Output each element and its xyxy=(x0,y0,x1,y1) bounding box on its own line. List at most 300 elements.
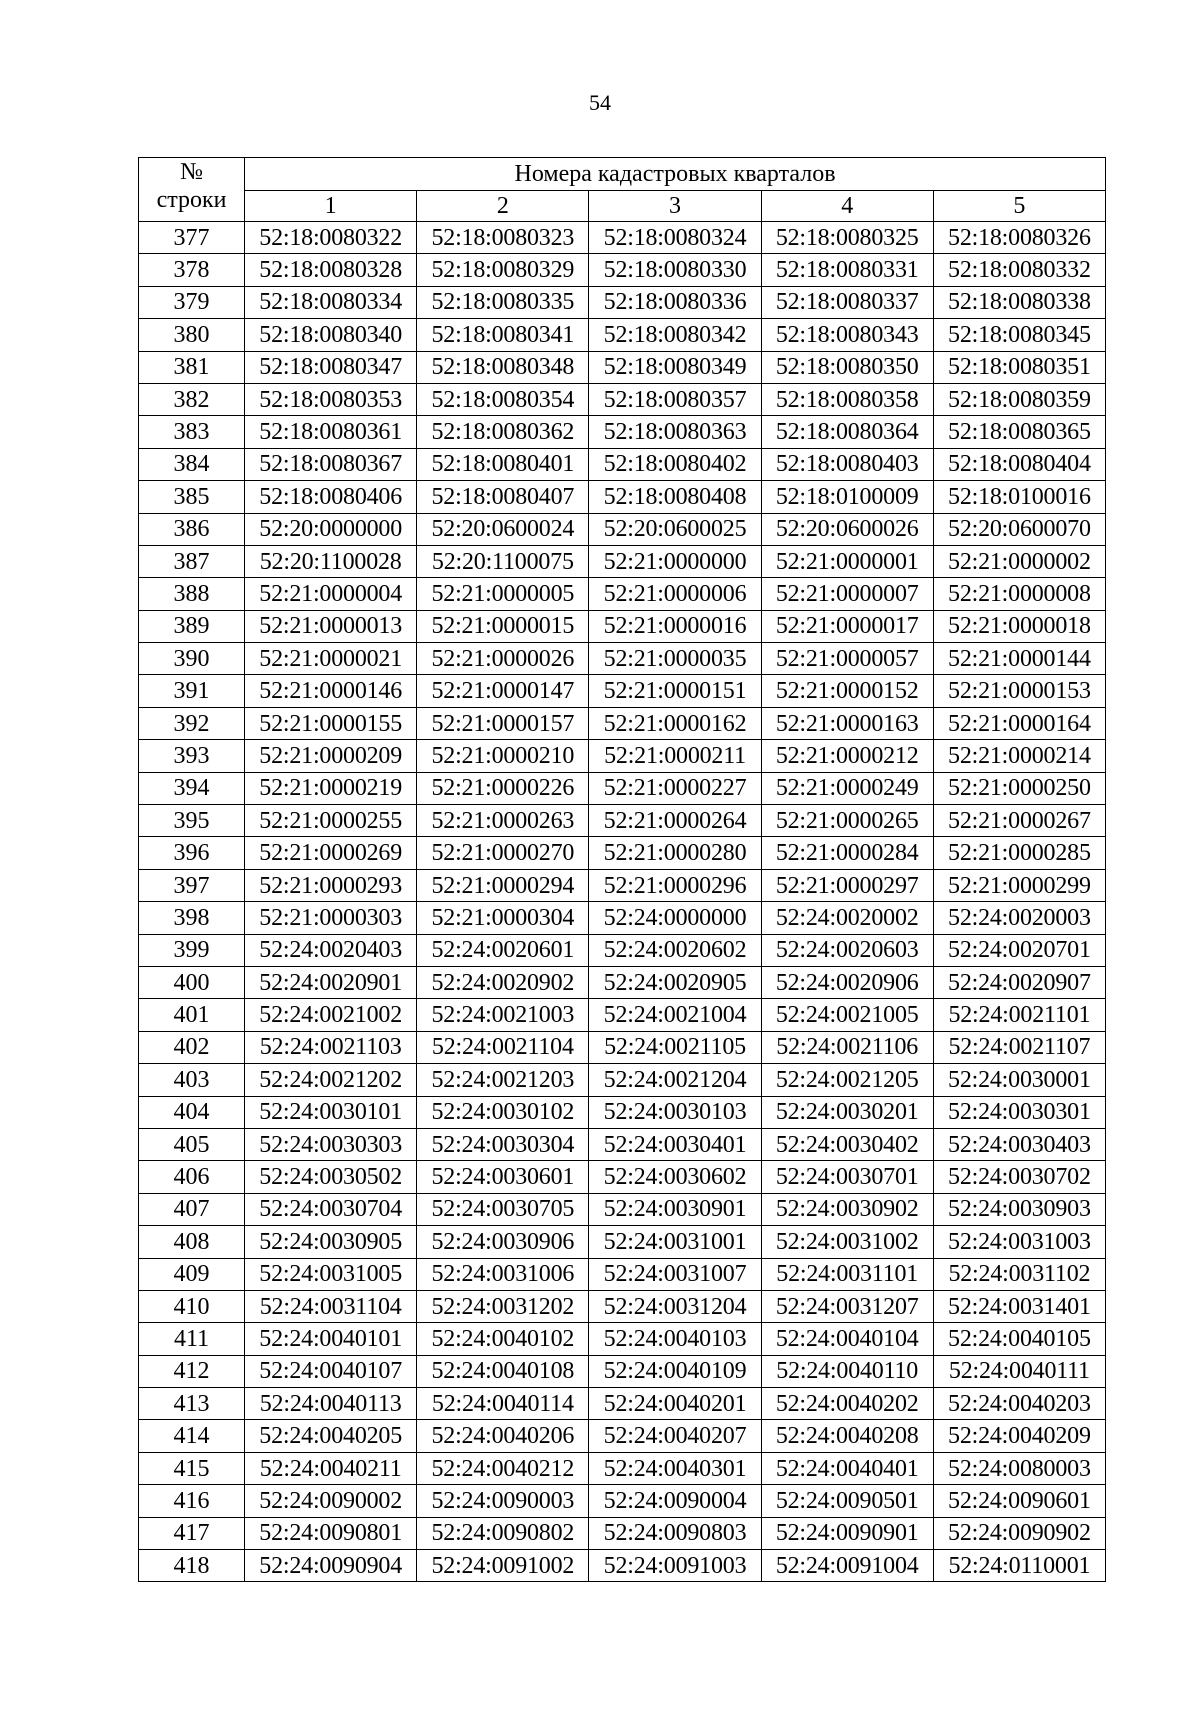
row-number-cell: 395 xyxy=(139,805,245,837)
cadastral-number-cell: 52:21:0000219 xyxy=(245,772,417,804)
table-row xyxy=(139,1388,1106,1420)
cadastral-number-cell: 52:21:0000006 xyxy=(589,578,761,610)
cadastral-number-cell: 52:21:0000015 xyxy=(417,610,589,642)
table-row xyxy=(139,222,1106,254)
cadastral-number-cell: 52:24:0031102 xyxy=(933,1258,1105,1290)
cadastral-number-cell: 52:20:0600070 xyxy=(933,513,1105,545)
cadastral-number-cell: 52:21:0000280 xyxy=(589,837,761,869)
row-number-cell: 402 xyxy=(139,1031,245,1063)
cadastral-number-cell: 52:18:0080343 xyxy=(761,319,933,351)
cadastral-number-cell: 52:24:0021005 xyxy=(761,999,933,1031)
cadastral-number-cell: 52:24:0021101 xyxy=(933,999,1105,1031)
row-number-cell: 383 xyxy=(139,416,245,448)
cadastral-number-cell: 52:18:0080357 xyxy=(589,383,761,415)
cadastral-number-cell: 52:24:0040105 xyxy=(933,1323,1105,1355)
cadastral-number-cell: 52:24:0090904 xyxy=(245,1550,417,1582)
cadastral-number-cell: 52:18:0080362 xyxy=(417,416,589,448)
table-row xyxy=(139,772,1106,804)
table-row xyxy=(139,1517,1106,1549)
cadastral-number-cell: 52:24:0040207 xyxy=(589,1420,761,1452)
cadastral-number-cell: 52:21:0000264 xyxy=(589,805,761,837)
cadastral-number-cell: 52:18:0080404 xyxy=(933,448,1105,480)
cadastral-number-cell: 52:24:0021107 xyxy=(933,1031,1105,1063)
cadastral-number-cell: 52:24:0031001 xyxy=(589,1226,761,1258)
row-number-cell: 408 xyxy=(139,1226,245,1258)
cadastral-number-cell: 52:21:0000000 xyxy=(589,545,761,577)
cadastral-number-cell: 52:24:0000000 xyxy=(589,902,761,934)
table-row xyxy=(139,1064,1106,1096)
row-number-cell: 411 xyxy=(139,1323,245,1355)
cadastral-number-cell: 52:24:0090902 xyxy=(933,1517,1105,1549)
cadastral-number-cell: 52:18:0080361 xyxy=(245,416,417,448)
cadastral-number-cell: 52:21:0000304 xyxy=(417,902,589,934)
cadastral-number-cell: 52:24:0040301 xyxy=(589,1452,761,1484)
row-number-header-symbol: № xyxy=(180,159,203,185)
column-header-3: 3 xyxy=(589,191,761,222)
cadastral-number-cell: 52:24:0031002 xyxy=(761,1226,933,1258)
cadastral-number-cell: 52:18:0080336 xyxy=(589,286,761,318)
row-number-cell: 400 xyxy=(139,966,245,998)
table-row xyxy=(139,578,1106,610)
cadastral-number-cell: 52:24:0040401 xyxy=(761,1452,933,1484)
cadastral-number-cell: 52:24:0030905 xyxy=(245,1226,417,1258)
cadastral-number-cell: 52:18:0080322 xyxy=(245,222,417,254)
cadastral-number-cell: 52:18:0080342 xyxy=(589,319,761,351)
row-number-cell: 418 xyxy=(139,1550,245,1582)
cadastral-number-cell: 52:18:0080407 xyxy=(417,481,589,513)
cadastral-number-cell: 52:24:0030902 xyxy=(761,1193,933,1225)
cadastral-number-cell: 52:24:0040208 xyxy=(761,1420,933,1452)
cadastral-number-cell: 52:18:0080326 xyxy=(933,222,1105,254)
table-row xyxy=(139,545,1106,577)
column-header-5: 5 xyxy=(933,191,1105,222)
cadastral-number-cell: 52:24:0020905 xyxy=(589,966,761,998)
cadastral-number-cell: 52:18:0080324 xyxy=(589,222,761,254)
cadastral-number-cell: 52:24:0030701 xyxy=(761,1161,933,1193)
cadastral-number-cell: 52:24:0030601 xyxy=(417,1161,589,1193)
row-number-cell: 391 xyxy=(139,675,245,707)
cadastral-number-cell: 52:24:0090501 xyxy=(761,1485,933,1517)
cadastral-number-cell: 52:18:0080365 xyxy=(933,416,1105,448)
table-row xyxy=(139,351,1106,383)
row-number-cell: 384 xyxy=(139,448,245,480)
cadastral-number-cell: 52:24:0020907 xyxy=(933,966,1105,998)
table-row xyxy=(139,675,1106,707)
cadastral-number-cell: 52:21:0000296 xyxy=(589,869,761,901)
row-number-cell: 386 xyxy=(139,513,245,545)
cadastral-number-cell: 52:18:0080348 xyxy=(417,351,589,383)
cadastral-number-cell: 52:20:0000000 xyxy=(245,513,417,545)
cadastral-number-cell: 52:21:0000017 xyxy=(761,610,933,642)
cadastral-number-cell: 52:24:0030301 xyxy=(933,1096,1105,1128)
row-number-cell: 413 xyxy=(139,1388,245,1420)
cadastral-number-cell: 52:24:0031104 xyxy=(245,1290,417,1322)
cadastral-number-cell: 52:21:0000013 xyxy=(245,610,417,642)
cadastral-number-cell: 52:24:0030704 xyxy=(245,1193,417,1225)
cadastral-number-cell: 52:21:0000146 xyxy=(245,675,417,707)
cadastral-number-cell: 52:24:0091002 xyxy=(417,1550,589,1582)
cadastral-number-cell: 52:24:0091003 xyxy=(589,1550,761,1582)
table-row xyxy=(139,643,1106,675)
table-row xyxy=(139,1485,1106,1517)
cadastral-number-cell: 52:24:0090003 xyxy=(417,1485,589,1517)
cadastral-number-cell: 52:21:0000209 xyxy=(245,740,417,772)
cadastral-numbers-header: Номера кадастровых кварталов xyxy=(245,158,1106,191)
row-number-cell: 381 xyxy=(139,351,245,383)
cadastral-number-cell: 52:21:0000163 xyxy=(761,707,933,739)
cadastral-number-cell: 52:24:0030502 xyxy=(245,1161,417,1193)
cadastral-number-cell: 52:21:0000151 xyxy=(589,675,761,707)
row-number-cell: 414 xyxy=(139,1420,245,1452)
cadastral-number-cell: 52:24:0030901 xyxy=(589,1193,761,1225)
cadastral-number-cell: 52:24:0030102 xyxy=(417,1096,589,1128)
row-number-cell: 405 xyxy=(139,1128,245,1160)
table-row xyxy=(139,1323,1106,1355)
cadastral-number-cell: 52:18:0080331 xyxy=(761,254,933,286)
cadastral-number-cell: 52:24:0090901 xyxy=(761,1517,933,1549)
cadastral-number-cell: 52:24:0091004 xyxy=(761,1550,933,1582)
row-number-cell: 404 xyxy=(139,1096,245,1128)
column-header-1: 1 xyxy=(245,191,417,222)
cadastral-number-cell: 52:24:0030903 xyxy=(933,1193,1105,1225)
row-number-cell: 387 xyxy=(139,545,245,577)
table-row xyxy=(139,740,1106,772)
table-row xyxy=(139,383,1106,415)
table-row xyxy=(139,1290,1106,1322)
cadastral-number-cell: 52:21:0000293 xyxy=(245,869,417,901)
row-number-cell: 378 xyxy=(139,254,245,286)
cadastral-number-cell: 52:21:0000212 xyxy=(761,740,933,772)
cadastral-number-cell: 52:21:0000255 xyxy=(245,805,417,837)
cadastral-number-cell: 52:18:0080363 xyxy=(589,416,761,448)
cadastral-number-cell: 52:20:0600024 xyxy=(417,513,589,545)
cadastral-number-cell: 52:24:0030906 xyxy=(417,1226,589,1258)
cadastral-number-cell: 52:21:0000214 xyxy=(933,740,1105,772)
cadastral-number-cell: 52:24:0021202 xyxy=(245,1064,417,1096)
cadastral-number-cell: 52:18:0080350 xyxy=(761,351,933,383)
cadastral-number-cell: 52:21:0000270 xyxy=(417,837,589,869)
cadastral-number-cell: 52:18:0080335 xyxy=(417,286,589,318)
cadastral-number-cell: 52:21:0000021 xyxy=(245,643,417,675)
cadastral-number-cell: 52:24:0021104 xyxy=(417,1031,589,1063)
cadastral-number-cell: 52:24:0030304 xyxy=(417,1128,589,1160)
cadastral-number-cell: 52:18:0080345 xyxy=(933,319,1105,351)
cadastral-number-cell: 52:24:0031207 xyxy=(761,1290,933,1322)
row-number-cell: 398 xyxy=(139,902,245,934)
cadastral-number-cell: 52:18:0080349 xyxy=(589,351,761,383)
cadastral-number-cell: 52:24:0021105 xyxy=(589,1031,761,1063)
table-row xyxy=(139,966,1106,998)
table-row xyxy=(139,1550,1106,1582)
cadastral-number-cell: 52:24:0090002 xyxy=(245,1485,417,1517)
row-number-header xyxy=(139,158,245,222)
row-number-cell: 397 xyxy=(139,869,245,901)
cadastral-number-cell: 52:24:0040211 xyxy=(245,1452,417,1484)
table-body xyxy=(139,222,1106,1582)
cadastral-number-cell: 52:24:0040109 xyxy=(589,1355,761,1387)
cadastral-number-cell: 52:24:0040111 xyxy=(933,1355,1105,1387)
cadastral-number-cell: 52:24:0020701 xyxy=(933,934,1105,966)
cadastral-number-cell: 52:20:0600026 xyxy=(761,513,933,545)
cadastral-number-cell: 52:24:0021203 xyxy=(417,1064,589,1096)
cadastral-number-cell: 52:24:0030001 xyxy=(933,1064,1105,1096)
cadastral-number-cell: 52:21:0000285 xyxy=(933,837,1105,869)
table-row xyxy=(139,1420,1106,1452)
cadastral-number-cell: 52:21:0000226 xyxy=(417,772,589,804)
cadastral-number-cell: 52:24:0020901 xyxy=(245,966,417,998)
cadastral-number-cell: 52:18:0080332 xyxy=(933,254,1105,286)
cadastral-number-cell: 52:21:0000147 xyxy=(417,675,589,707)
cadastral-number-cell: 52:24:0040103 xyxy=(589,1323,761,1355)
cadastral-number-cell: 52:24:0031101 xyxy=(761,1258,933,1290)
cadastral-number-cell: 52:18:0080358 xyxy=(761,383,933,415)
cadastral-number-cell: 52:21:0000267 xyxy=(933,805,1105,837)
cadastral-number-cell: 52:24:0020601 xyxy=(417,934,589,966)
row-number-cell: 399 xyxy=(139,934,245,966)
table-row xyxy=(139,902,1106,934)
row-number-cell: 410 xyxy=(139,1290,245,1322)
table-row xyxy=(139,707,1106,739)
cadastral-number-cell: 52:21:0000284 xyxy=(761,837,933,869)
cadastral-number-cell: 52:21:0000297 xyxy=(761,869,933,901)
cadastral-number-cell: 52:24:0031204 xyxy=(589,1290,761,1322)
cadastral-number-cell: 52:18:0080351 xyxy=(933,351,1105,383)
cadastral-number-cell: 52:24:0030702 xyxy=(933,1161,1105,1193)
cadastral-number-cell: 52:21:0000269 xyxy=(245,837,417,869)
cadastral-number-cell: 52:24:0040202 xyxy=(761,1388,933,1420)
cadastral-number-cell: 52:24:0020902 xyxy=(417,966,589,998)
cadastral-number-cell: 52:18:0080353 xyxy=(245,383,417,415)
cadastral-number-cell: 52:21:0000005 xyxy=(417,578,589,610)
cadastral-number-cell: 52:21:0000144 xyxy=(933,643,1105,675)
cadastral-number-cell: 52:24:0031005 xyxy=(245,1258,417,1290)
row-number-cell: 412 xyxy=(139,1355,245,1387)
table-row xyxy=(139,416,1106,448)
cadastral-number-cell: 52:21:0000155 xyxy=(245,707,417,739)
cadastral-number-cell: 52:24:0030303 xyxy=(245,1128,417,1160)
table-row xyxy=(139,610,1106,642)
cadastral-number-cell: 52:24:0040206 xyxy=(417,1420,589,1452)
cadastral-number-cell: 52:24:0040113 xyxy=(245,1388,417,1420)
cadastral-number-cell: 52:24:0021003 xyxy=(417,999,589,1031)
cadastral-number-cell: 52:21:0000294 xyxy=(417,869,589,901)
table-row xyxy=(139,1193,1106,1225)
cadastral-number-cell: 52:21:0000263 xyxy=(417,805,589,837)
cadastral-number-cell: 52:21:0000153 xyxy=(933,675,1105,707)
cadastral-number-cell: 52:18:0080334 xyxy=(245,286,417,318)
cadastral-number-cell: 52:18:0080329 xyxy=(417,254,589,286)
cadastral-number-cell: 52:18:0080364 xyxy=(761,416,933,448)
cadastral-number-cell: 52:21:0000026 xyxy=(417,643,589,675)
cadastral-number-cell: 52:24:0021103 xyxy=(245,1031,417,1063)
cadastral-number-cell: 52:18:0080325 xyxy=(761,222,933,254)
row-number-cell: 389 xyxy=(139,610,245,642)
table-row xyxy=(139,869,1106,901)
cadastral-number-cell: 52:24:0090802 xyxy=(417,1517,589,1549)
row-number-cell: 388 xyxy=(139,578,245,610)
cadastral-number-cell: 52:24:0021204 xyxy=(589,1064,761,1096)
row-number-cell: 385 xyxy=(139,481,245,513)
cadastral-number-cell: 52:24:0090803 xyxy=(589,1517,761,1549)
row-number-cell: 409 xyxy=(139,1258,245,1290)
cadastral-number-cell: 52:18:0080338 xyxy=(933,286,1105,318)
row-number-cell: 379 xyxy=(139,286,245,318)
cadastral-number-cell: 52:24:0040212 xyxy=(417,1452,589,1484)
cadastral-number-cell: 52:18:0080337 xyxy=(761,286,933,318)
column-header-4: 4 xyxy=(761,191,933,222)
row-number-cell: 416 xyxy=(139,1485,245,1517)
cadastral-number-cell: 52:21:0000164 xyxy=(933,707,1105,739)
cadastral-number-cell: 52:24:0020002 xyxy=(761,902,933,934)
table-row xyxy=(139,1096,1106,1128)
cadastral-number-cell: 52:21:0000057 xyxy=(761,643,933,675)
cadastral-number-cell: 52:18:0080406 xyxy=(245,481,417,513)
cadastral-number-cell: 52:24:0030403 xyxy=(933,1128,1105,1160)
cadastral-number-cell: 52:24:0031007 xyxy=(589,1258,761,1290)
cadastral-number-cell: 52:24:0080003 xyxy=(933,1452,1105,1484)
table-row xyxy=(139,999,1106,1031)
cadastral-number-cell: 52:18:0080341 xyxy=(417,319,589,351)
cadastral-number-cell: 52:18:0080354 xyxy=(417,383,589,415)
cadastral-number-cell: 52:21:0000002 xyxy=(933,545,1105,577)
cadastral-number-cell: 52:24:0040209 xyxy=(933,1420,1105,1452)
table-row xyxy=(139,1355,1106,1387)
cadastral-number-cell: 52:24:0021106 xyxy=(761,1031,933,1063)
cadastral-number-cell: 52:18:0080323 xyxy=(417,222,589,254)
cadastral-number-cell: 52:24:0040104 xyxy=(761,1323,933,1355)
cadastral-number-cell: 52:21:0000303 xyxy=(245,902,417,934)
cadastral-number-cell: 52:24:0110001 xyxy=(933,1550,1105,1582)
cadastral-number-cell: 52:18:0080330 xyxy=(589,254,761,286)
row-number-cell: 394 xyxy=(139,772,245,804)
cadastral-number-cell: 52:24:0030402 xyxy=(761,1128,933,1160)
row-number-cell: 393 xyxy=(139,740,245,772)
cadastral-number-cell: 52:18:0080403 xyxy=(761,448,933,480)
cadastral-number-cell: 52:24:0040101 xyxy=(245,1323,417,1355)
cadastral-number-cell: 52:20:0600025 xyxy=(589,513,761,545)
table-row xyxy=(139,805,1106,837)
cadastral-number-cell: 52:24:0020003 xyxy=(933,902,1105,934)
cadastral-number-cell: 52:18:0080340 xyxy=(245,319,417,351)
cadastral-number-cell: 52:21:0000299 xyxy=(933,869,1105,901)
cadastral-number-cell: 52:21:0000035 xyxy=(589,643,761,675)
cadastral-number-cell: 52:24:0090801 xyxy=(245,1517,417,1549)
cadastral-number-cell: 52:21:0000152 xyxy=(761,675,933,707)
cadastral-number-cell: 52:24:0021004 xyxy=(589,999,761,1031)
cadastral-number-cell: 52:21:0000001 xyxy=(761,545,933,577)
cadastral-number-cell: 52:24:0090601 xyxy=(933,1485,1105,1517)
row-number-cell: 403 xyxy=(139,1064,245,1096)
cadastral-number-cell: 52:21:0000016 xyxy=(589,610,761,642)
cadastral-number-cell: 52:21:0000249 xyxy=(761,772,933,804)
cadastral-number-cell: 52:18:0080367 xyxy=(245,448,417,480)
cadastral-number-cell: 52:18:0100016 xyxy=(933,481,1105,513)
cadastral-number-cell: 52:18:0080402 xyxy=(589,448,761,480)
column-header-2: 2 xyxy=(417,191,589,222)
cadastral-number-cell: 52:21:0000157 xyxy=(417,707,589,739)
cadastral-number-cell: 52:24:0021002 xyxy=(245,999,417,1031)
cadastral-number-cell: 52:24:0031202 xyxy=(417,1290,589,1322)
cadastral-number-cell: 52:24:0040114 xyxy=(417,1388,589,1420)
table-row xyxy=(139,934,1106,966)
cadastral-number-cell: 52:24:0030201 xyxy=(761,1096,933,1128)
cadastral-quarters-table xyxy=(138,157,1106,1582)
cadastral-number-cell: 52:21:0000265 xyxy=(761,805,933,837)
cadastral-number-cell: 52:24:0040107 xyxy=(245,1355,417,1387)
table-row xyxy=(139,481,1106,513)
cadastral-number-cell: 52:18:0080328 xyxy=(245,254,417,286)
cadastral-number-cell: 52:24:0031401 xyxy=(933,1290,1105,1322)
cadastral-number-cell: 52:21:0000210 xyxy=(417,740,589,772)
row-number-header-label: строки xyxy=(156,187,227,213)
cadastral-number-cell: 52:24:0030103 xyxy=(589,1096,761,1128)
row-number-cell: 380 xyxy=(139,319,245,351)
cadastral-number-cell: 52:21:0000008 xyxy=(933,578,1105,610)
cadastral-number-cell: 52:20:1100028 xyxy=(245,545,417,577)
cadastral-number-cell: 52:24:0090004 xyxy=(589,1485,761,1517)
row-number-cell: 415 xyxy=(139,1452,245,1484)
cadastral-number-cell: 52:24:0021205 xyxy=(761,1064,933,1096)
cadastral-number-cell: 52:24:0031006 xyxy=(417,1258,589,1290)
table-row xyxy=(139,837,1106,869)
table-row xyxy=(139,448,1106,480)
table-row xyxy=(139,286,1106,318)
row-number-cell: 396 xyxy=(139,837,245,869)
row-number-cell: 406 xyxy=(139,1161,245,1193)
cadastral-number-cell: 52:24:0020603 xyxy=(761,934,933,966)
row-number-cell: 392 xyxy=(139,707,245,739)
table-row xyxy=(139,1161,1106,1193)
cadastral-number-cell: 52:24:0040102 xyxy=(417,1323,589,1355)
cadastral-number-cell: 52:18:0080347 xyxy=(245,351,417,383)
row-number-cell: 377 xyxy=(139,222,245,254)
cadastral-number-cell: 52:24:0030602 xyxy=(589,1161,761,1193)
cadastral-number-cell: 52:24:0020602 xyxy=(589,934,761,966)
row-number-cell: 401 xyxy=(139,999,245,1031)
cadastral-number-cell: 52:24:0020403 xyxy=(245,934,417,966)
cadastral-number-cell: 52:18:0080359 xyxy=(933,383,1105,415)
cadastral-number-cell: 52:24:0040201 xyxy=(589,1388,761,1420)
table-row xyxy=(139,1128,1106,1160)
cadastral-number-cell: 52:24:0040110 xyxy=(761,1355,933,1387)
cadastral-number-cell: 52:24:0031003 xyxy=(933,1226,1105,1258)
table-row xyxy=(139,1258,1106,1290)
cadastral-number-cell: 52:20:1100075 xyxy=(417,545,589,577)
table-row xyxy=(139,319,1106,351)
cadastral-number-cell: 52:21:0000227 xyxy=(589,772,761,804)
row-number-cell: 417 xyxy=(139,1517,245,1549)
cadastral-number-cell: 52:21:0000007 xyxy=(761,578,933,610)
cadastral-number-cell: 52:21:0000004 xyxy=(245,578,417,610)
table-row xyxy=(139,513,1106,545)
page-number: 54 xyxy=(589,90,611,115)
table-row xyxy=(139,1226,1106,1258)
cadastral-number-cell: 52:18:0080408 xyxy=(589,481,761,513)
row-number-cell: 382 xyxy=(139,383,245,415)
cadastral-number-cell: 52:21:0000018 xyxy=(933,610,1105,642)
cadastral-number-cell: 52:24:0020906 xyxy=(761,966,933,998)
cadastral-number-cell: 52:24:0040205 xyxy=(245,1420,417,1452)
cadastral-number-cell: 52:21:0000162 xyxy=(589,707,761,739)
cadastral-number-cell: 52:18:0100009 xyxy=(761,481,933,513)
cadastral-number-cell: 52:18:0080401 xyxy=(417,448,589,480)
row-number-cell: 407 xyxy=(139,1193,245,1225)
table-row xyxy=(139,1031,1106,1063)
cadastral-number-cell: 52:24:0040108 xyxy=(417,1355,589,1387)
table-row xyxy=(139,1452,1106,1484)
cadastral-number-cell: 52:24:0030401 xyxy=(589,1128,761,1160)
row-number-cell: 390 xyxy=(139,643,245,675)
